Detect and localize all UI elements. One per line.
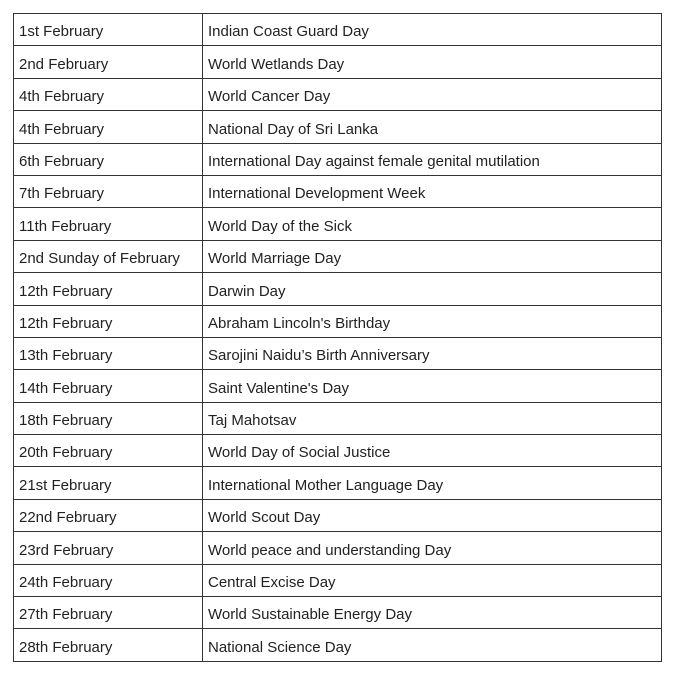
- table-row: [14, 143, 662, 175]
- table-row: [14, 499, 662, 531]
- date-cell: 7th February: [14, 175, 203, 207]
- event-cell: World Day of the Sick: [203, 208, 662, 240]
- date-cell: 24th February: [14, 564, 203, 596]
- table-row: [14, 597, 662, 629]
- event-cell: Central Excise Day: [203, 564, 662, 596]
- event-cell: World Scout Day: [203, 499, 662, 531]
- event-cell: National Science Day: [203, 629, 662, 661]
- table-row: [14, 532, 662, 564]
- table-row: [14, 175, 662, 207]
- table-row: [14, 208, 662, 240]
- table-body: [14, 14, 662, 662]
- table-row: [14, 337, 662, 369]
- event-cell: World Wetlands Day: [203, 46, 662, 78]
- event-cell: Sarojini Naidu’s Birth Anniversary: [203, 337, 662, 369]
- date-cell: 20th February: [14, 435, 203, 467]
- event-cell: Darwin Day: [203, 273, 662, 305]
- february-days-table: [13, 13, 662, 662]
- date-cell: 6th February: [14, 143, 203, 175]
- event-cell: Indian Coast Guard Day: [203, 14, 662, 46]
- date-cell: 27th February: [14, 597, 203, 629]
- event-cell: International Development Week: [203, 175, 662, 207]
- event-cell: Abraham Lincoln's Birthday: [203, 305, 662, 337]
- table-row: [14, 402, 662, 434]
- date-cell: 14th February: [14, 370, 203, 402]
- event-cell: World Cancer Day: [203, 78, 662, 110]
- date-cell: 21st February: [14, 467, 203, 499]
- event-cell: International Mother Language Day: [203, 467, 662, 499]
- date-cell: 18th February: [14, 402, 203, 434]
- table-row: [14, 629, 662, 661]
- table-row: [14, 435, 662, 467]
- date-cell: 11th February: [14, 208, 203, 240]
- date-cell: 28th February: [14, 629, 203, 661]
- date-cell: 1st February: [14, 14, 203, 46]
- event-cell: Saint Valentine's Day: [203, 370, 662, 402]
- date-cell: 2nd February: [14, 46, 203, 78]
- table-row: [14, 78, 662, 110]
- date-cell: 4th February: [14, 78, 203, 110]
- date-cell: 12th February: [14, 273, 203, 305]
- date-cell: 22nd February: [14, 499, 203, 531]
- event-cell: World Marriage Day: [203, 240, 662, 272]
- table-row: [14, 564, 662, 596]
- event-cell: International Day against female genital mutilation: [203, 143, 662, 175]
- table-row: [14, 370, 662, 402]
- date-cell: 2nd Sunday of February: [14, 240, 203, 272]
- date-cell: 4th February: [14, 111, 203, 143]
- table-row: [14, 305, 662, 337]
- table-row: [14, 111, 662, 143]
- event-cell: Taj Mahotsav: [203, 402, 662, 434]
- table-row: [14, 46, 662, 78]
- event-cell: National Day of Sri Lanka: [203, 111, 662, 143]
- event-cell: World peace and understanding Day: [203, 532, 662, 564]
- table-row: [14, 273, 662, 305]
- date-cell: 13th February: [14, 337, 203, 369]
- event-cell: World Sustainable Energy Day: [203, 597, 662, 629]
- date-cell: 12th February: [14, 305, 203, 337]
- table-row: [14, 14, 662, 46]
- table-row: [14, 240, 662, 272]
- table-row: [14, 467, 662, 499]
- date-cell: 23rd February: [14, 532, 203, 564]
- event-cell: World Day of Social Justice: [203, 435, 662, 467]
